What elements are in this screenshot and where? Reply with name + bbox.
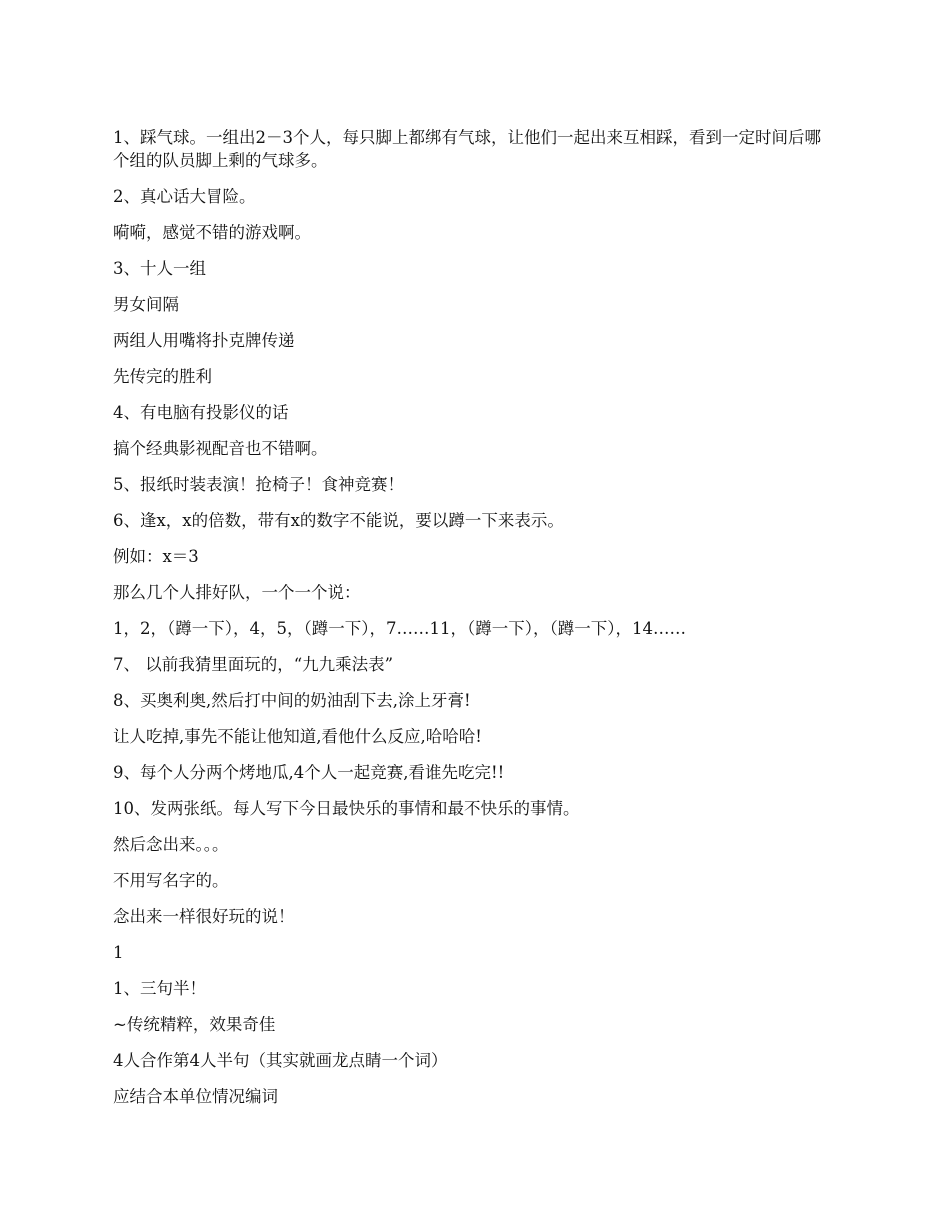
paragraph-9: 搞个经典影视配音也不错啊。 bbox=[113, 439, 328, 458]
paragraph-13: 那么几个人排好队，一个一个说： bbox=[113, 583, 361, 602]
page-number: 1 bbox=[113, 943, 124, 962]
paragraph-24: 1、三句半！ bbox=[113, 979, 206, 998]
paragraph-8: 4、有电脑有投影仪的话 bbox=[113, 403, 289, 422]
paragraph-26: 4人合作第4人半句（其实就画龙点睛一个词） bbox=[113, 1051, 448, 1070]
paragraph-22: 念出来一样很好玩的说！ bbox=[113, 907, 295, 926]
paragraph-19: 10、发两张纸。每人写下今日最快乐的事情和最不快乐的事情。 bbox=[113, 799, 580, 818]
paragraph-11: 6、逢x，x的倍数，带有x的数字不能说，要以蹲一下来表示。 bbox=[113, 511, 564, 530]
paragraph-18: 9、每个人分两个烤地瓜,4个人一起竞赛,看谁先吃完!! bbox=[113, 763, 505, 782]
document-page bbox=[113, 126, 829, 1121]
paragraph-5: 男女间隔 bbox=[113, 295, 179, 314]
paragraph-17: 让人吃掉,事先不能让他知道,看他什么反应,哈哈哈! bbox=[113, 727, 482, 746]
paragraph-7: 先传完的胜利 bbox=[113, 367, 212, 386]
paragraph-2: 2、真心话大冒险。 bbox=[113, 187, 256, 206]
paragraph-12: 例如：x＝3 bbox=[113, 547, 199, 566]
paragraph-14: 1，2，（蹲一下），4，5，（蹲一下），7……11，（蹲一下），（蹲一下），14…… bbox=[113, 619, 686, 638]
paragraph-27: 应结合本单位情况编词 bbox=[113, 1087, 278, 1106]
paragraph-4: 3、十人一组 bbox=[113, 259, 206, 278]
paragraph-25: ~传统精粹，效果奇佳 bbox=[113, 1015, 276, 1034]
paragraph-16: 8、买奥利奥,然后打中间的奶油刮下去,涂上牙膏! bbox=[113, 691, 471, 710]
paragraph-3: 嗬嗬，感觉不错的游戏啊。 bbox=[113, 223, 311, 242]
paragraph-21: 不用写名字的。 bbox=[113, 871, 229, 890]
paragraph-6: 两组人用嘴将扑克牌传递 bbox=[113, 331, 295, 350]
paragraph-20: 然后念出来。。。 bbox=[113, 835, 229, 854]
paragraph-10: 5、报纸时装表演！抢椅子！食神竞赛！ bbox=[113, 475, 404, 494]
paragraph-15: 7、 以前我猜里面玩的，“九九乘法表” bbox=[113, 655, 394, 674]
paragraph-1: 1、踩气球。一组出2－3个人，每只脚上都绑有气球，让他们一起出来互相踩，看到一定时间后哪个组的队员脚上剩的气球多。 bbox=[113, 128, 821, 170]
